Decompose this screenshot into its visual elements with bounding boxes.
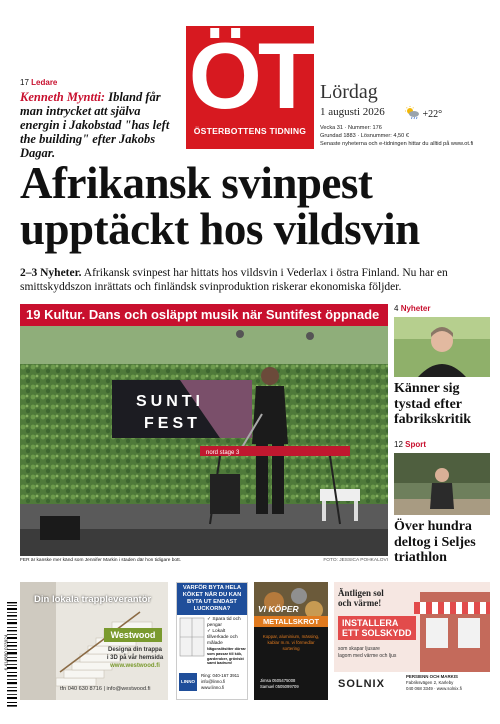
ad2-item2: Lokalt tillverkade och målade xyxy=(207,629,238,646)
ad1-taglines xyxy=(104,646,166,670)
ad4-url[interactable]: www.solnix.fi xyxy=(436,686,462,691)
teaser-section: Ledare xyxy=(31,78,58,87)
ad3-line2: METALLSKROT xyxy=(254,616,328,627)
ad4-banner1: INSTALLERA xyxy=(342,618,399,628)
ad4-banner2: ETT SOLSKYDD xyxy=(342,628,412,638)
side1-title: Känner sig tystad efter fabrikskritik xyxy=(394,381,472,427)
ad2-contact xyxy=(201,673,239,691)
ad2-phone: Ring: 040-167 3911 xyxy=(201,673,240,678)
ad3-footer2: Samuel 0505099709 xyxy=(260,684,299,689)
ad1-tagline2: i 3D på vår hemsida xyxy=(106,655,164,661)
caption-text: FER är kanske mer känd som Jennifer Markin i staden där hon tidigare bott. xyxy=(20,558,182,563)
ad2-item1: Spara tid och pengar xyxy=(207,617,241,628)
teaser-name: Kenneth Myntti: xyxy=(20,90,106,104)
side2-photo xyxy=(394,453,490,515)
issue-meta xyxy=(320,124,490,148)
ad4-banner xyxy=(338,616,416,640)
logo-letters: ÖT xyxy=(188,23,312,128)
ad4-phone: 040 068 3349 xyxy=(406,686,433,691)
ad2-url[interactable]: www.linno.fi xyxy=(201,685,225,690)
ad-linno[interactable] xyxy=(176,582,248,700)
teaser-text xyxy=(20,90,178,160)
ad4-brand: SOLNIX xyxy=(338,678,385,690)
ad4-address: Fabriksvägen 2, Karleby xyxy=(406,680,454,685)
check-icon: ✓ xyxy=(207,629,212,634)
top-teaser[interactable] xyxy=(20,78,178,160)
ad4-contact: PERSIENN OCH MARKIS Fabriksvägen 2, Karleby 040 068 3349 · www.solnix.fi xyxy=(406,674,488,692)
ad4-company: PERSIENN OCH MARKIS xyxy=(406,674,458,679)
sign-line1: SUNTI xyxy=(136,393,204,410)
lead-paragraph[interactable] xyxy=(20,266,490,294)
barcode-number: 6 414880 023924 xyxy=(3,634,9,671)
portrait-illustration xyxy=(394,317,490,377)
main-photo[interactable] xyxy=(20,304,388,556)
ad4-headline1: Äntligen sol xyxy=(338,588,384,598)
side2-kicker xyxy=(394,440,490,449)
ad-metal-scrap[interactable] xyxy=(254,582,328,700)
side2-page: 12 xyxy=(394,440,403,449)
sign-line2: FEST xyxy=(144,415,201,432)
photo-banner xyxy=(20,304,388,326)
cabinet-illustration xyxy=(179,617,205,657)
side1-kicker xyxy=(394,304,490,313)
partly-sunny-rain-icon xyxy=(404,106,420,120)
meta-price: Grundad 1883 · Lösnummer: 4,50 € xyxy=(320,133,409,139)
side1-page: 4 xyxy=(394,304,399,313)
ad2-note: Någonslitsitter dörrar som passar till kök, garderober, gröviskt samt badrum! xyxy=(207,647,246,666)
check-icon: ✓ xyxy=(207,617,212,622)
ad2-headline: VARFÖR BYTA HELA KÖKET NÄR DU KAN BYTA UT ENDAST LUCKORNA? xyxy=(177,583,247,615)
ad-solnix[interactable] xyxy=(334,582,490,700)
side-story-sport[interactable] xyxy=(394,440,490,566)
concert-illustration xyxy=(20,304,388,556)
ad2-benefits xyxy=(207,617,247,647)
lead-kicker: 2–3 Nyheter. xyxy=(20,267,82,279)
meta-web: Senaste nyheterna och e-tidningen hittar du alltid på www.ot.fi xyxy=(320,141,474,147)
ad3-line1: VI KÖPER xyxy=(258,604,299,614)
temperature: +22° xyxy=(422,109,443,120)
weather xyxy=(404,106,442,120)
ad4-headline xyxy=(338,588,384,608)
banner-page: 19 xyxy=(26,307,41,322)
ad1-contact: tfn 040 630 8716 | info@westwood.fi xyxy=(60,686,151,692)
ad1-brand: Westwood xyxy=(104,628,162,642)
ad3-footer1: Jimsa 0505475008 xyxy=(260,678,296,683)
ad1-tagline1: Designa din trappa xyxy=(107,647,162,653)
teaser-kicker xyxy=(20,78,178,87)
side2-section: Sport xyxy=(405,440,427,449)
teaser-body: Ibland får man intrycket att själva energin i Jakobstad "has left the building" efter Jakobs Dagar. xyxy=(20,90,170,160)
ad4-headline2: och värme! xyxy=(338,598,382,608)
athlete-illustration xyxy=(394,453,490,515)
ad4-sub xyxy=(338,646,396,659)
main-headline[interactable]: Afrikansk svinpest upptäckt hos vildsvin xyxy=(20,158,420,254)
weekday: Lördag xyxy=(320,81,378,103)
side1-photo xyxy=(394,317,490,377)
logo-name: ÖSTERBOTTENS TIDNING xyxy=(193,126,307,136)
keyboard-label: nord stage 3 xyxy=(206,450,240,456)
date-block xyxy=(320,82,490,148)
side-story-news[interactable] xyxy=(394,304,490,428)
meta-week: Vecka 31 · Nummer: 176 xyxy=(320,125,382,131)
ad2-logo: LINNO xyxy=(179,673,197,691)
ad4-sub2: lagom med värme och ljus xyxy=(338,652,397,659)
teaser-page: 17 xyxy=(20,78,29,87)
ad3-footer xyxy=(260,678,299,690)
ad4-sub1: som skapar ljusare xyxy=(338,646,380,652)
ad-westwood[interactable] xyxy=(20,582,168,700)
issue-date: 1 augusti 2026 xyxy=(320,106,385,118)
ad3-body: Koppar, aluminium, mässing, kablar m.m. vi förmedlar sortering xyxy=(262,634,320,651)
barcode xyxy=(2,600,18,710)
ad1-url[interactable]: www.westwood.fi xyxy=(110,663,160,669)
photo-caption xyxy=(20,558,388,563)
banner-text: Kultur. Dans och osläppt musik när Suntifest öppnade xyxy=(44,307,380,322)
photo-credit: FOTO: JESSICA POHKALOVI xyxy=(323,558,388,563)
masthead-logo[interactable] xyxy=(186,23,314,149)
ad1-headline: Din lokala trappleverantör xyxy=(34,594,152,605)
lead-text: Afrikansk svinpest har hittats hos vildsvin i Vederlax i östra Finland. Nu har en smittskyddszon inrättats och finländsk svinproduktion riskerar ekonomiska följder. xyxy=(20,267,448,293)
side1-section: Nyheter xyxy=(400,304,431,313)
ad2-email[interactable]: info@linno.fi xyxy=(201,679,226,684)
side2-title: Över hundra deltog i Seljes triathlon xyxy=(394,519,476,565)
